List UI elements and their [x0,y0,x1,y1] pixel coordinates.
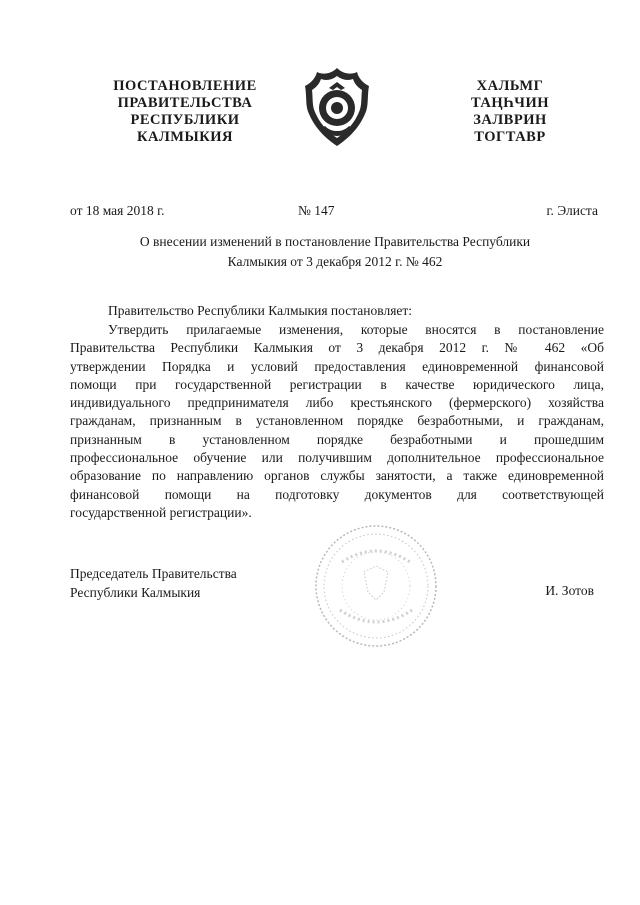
body-line: Правительства Республики Калмыкия от 3 декабря 2012 г. № 462 «Об [70,340,604,356]
header-left-line: КАЛМЫКИЯ [137,129,233,145]
title-line: О внесении изменений в постановление Правительства Республики [139,234,531,249]
body-line: помощи при государственной регистрации в качестве юридического лица, [70,376,604,392]
document-city: г. Элиста [546,203,598,218]
document-date: от 18 мая 2018 г. [70,203,165,218]
header-right-line: ТАҢҺЧИН [470,95,550,111]
header-russian [70,78,300,146]
body-line: профессиональное обучение или получившим дополнительное профессиональное [70,450,604,466]
header-right-line: ЗАЛВРИН [473,112,547,128]
header-right-line: ХАЛЬМГ [476,78,544,94]
body-line: признанным в установленном порядке безработными и прошедшим [70,431,604,447]
header-kalmyk [440,78,580,146]
document-number: № 147 [298,203,335,218]
signer-line: Республики Калмыкия [70,584,201,600]
body-line: образование по направлению органов службы занятости, а также единовременной [70,468,604,484]
document-body [70,321,604,522]
body-line: индивидуального предпринимателя либо крестьянского (фермерского) хозяйства [70,395,604,411]
header-left-line: РЕСПУБЛИКИ [130,112,240,128]
body-line: Утвердить прилагаемые изменения, которые вносятся в постановление [108,322,604,337]
body-line: финансовой помощи на подготовку документов для соответствующей [70,486,604,502]
body-line: гражданам, признанным в установленном порядке безработными, и гражданам, [70,413,604,429]
official-seal-icon [312,522,440,650]
document-title [110,232,560,272]
coat-of-arms-icon [303,66,371,148]
preamble: Правительство Республики Калмыкия постановляет: [108,303,413,318]
header-left-line: ПОСТАНОВЛЕНИЕ [113,78,257,94]
body-line: утверждении Порядка и условий предоставления единовременной финансовой [70,358,604,374]
signer-position [70,565,237,602]
body-line: государственной регистрации». [70,504,252,520]
title-line: Калмыкия от 3 декабря 2012 г. № 462 [227,254,443,269]
signer-name: И. Зотов [545,583,594,598]
signer-line: Председатель Правительства [70,566,237,581]
header-left-line: ПРАВИТЕЛЬСТВА [117,95,253,111]
header-right-line: ТОГТАВР [474,129,546,145]
